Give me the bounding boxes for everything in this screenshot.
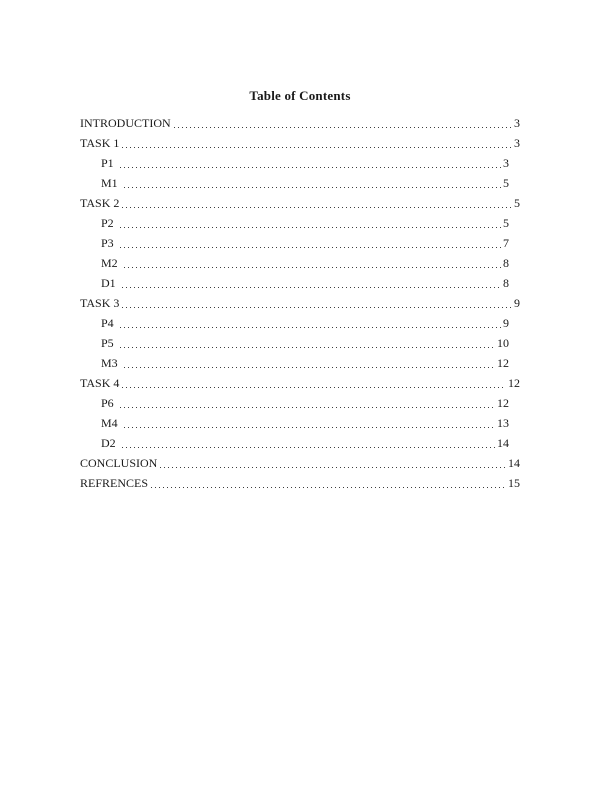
toc-entry-page: 14: [497, 436, 509, 450]
toc-entry-page: 5: [503, 216, 509, 230]
toc-entry-label: INTRODUCTION: [80, 116, 171, 130]
toc-entry-row[interactable]: [80, 113, 520, 133]
toc-entry-page: 5: [514, 196, 520, 210]
toc-entry-page: 5: [503, 176, 509, 190]
toc-entry-page: 8: [503, 276, 509, 290]
toc-leader-dots: [124, 367, 495, 368]
toc-leader-dots: [120, 247, 501, 248]
toc-leader-dots: [122, 447, 495, 448]
toc-entry-page: 3: [503, 156, 509, 170]
toc-entry-row[interactable]: [80, 453, 520, 473]
toc-leader-dots: [122, 307, 512, 308]
toc-entry-row[interactable]: [80, 293, 520, 313]
toc-entry-label: P2: [101, 216, 114, 230]
toc-entry-page: 9: [503, 316, 509, 330]
toc-entry-label: TASK 3: [80, 296, 120, 310]
toc-leader-dots: [124, 427, 495, 428]
toc-entry-page: 14: [508, 456, 520, 470]
toc-entry-page: 10: [497, 336, 509, 350]
toc-entry-label: M2: [101, 256, 118, 270]
toc-entry-label: D1: [101, 276, 116, 290]
toc-entry-row[interactable]: [101, 253, 509, 273]
toc-entry-row[interactable]: [80, 133, 520, 153]
toc-entry-label: P6: [101, 396, 114, 410]
toc-leader-dots: [120, 327, 501, 328]
toc-leader-dots: [124, 267, 501, 268]
toc-entry-label: TASK 1: [80, 136, 120, 150]
toc-entry-label: P1: [101, 156, 114, 170]
toc-entry-row[interactable]: [101, 333, 509, 353]
toc-entry-row[interactable]: [101, 433, 509, 453]
toc-entry-label: TASK 4: [80, 376, 120, 390]
toc-content: [80, 88, 520, 493]
toc-entry-row[interactable]: [101, 313, 509, 333]
toc-entry-row[interactable]: [101, 233, 509, 253]
toc-entry-row[interactable]: [101, 273, 509, 293]
toc-list: [80, 113, 520, 493]
toc-entry-label: P4: [101, 316, 114, 330]
toc-leader-dots: [122, 387, 506, 388]
toc-leader-dots: [122, 147, 512, 148]
toc-entry-row[interactable]: [101, 393, 509, 413]
toc-entry-page: 15: [508, 476, 520, 490]
toc-entry-page: 7: [503, 236, 509, 250]
toc-entry-row[interactable]: [101, 213, 509, 233]
toc-entry-label: P3: [101, 236, 114, 250]
toc-leader-dots: [174, 127, 512, 128]
toc-leader-dots: [120, 407, 495, 408]
toc-entry-label: TASK 2: [80, 196, 120, 210]
toc-entry-label: REFRENCES: [80, 476, 149, 490]
toc-entry-page: 3: [514, 116, 520, 130]
toc-entry-row[interactable]: [80, 473, 520, 493]
toc-entry-label: P5: [101, 336, 114, 350]
toc-entry-row[interactable]: [101, 173, 509, 193]
toc-entry-page: 12: [508, 376, 520, 390]
toc-entry-page: 3: [514, 136, 520, 150]
toc-entry-label: M1: [101, 176, 118, 190]
toc-entry-row[interactable]: [101, 153, 509, 173]
toc-leader-dots: [151, 487, 506, 488]
toc-entry-label: M4: [101, 416, 118, 430]
toc-leader-dots: [122, 207, 512, 208]
toc-entry-page: 12: [497, 356, 509, 370]
toc-entry-label: D2: [101, 436, 116, 450]
toc-leader-dots: [124, 187, 501, 188]
toc-entry-label: M3: [101, 356, 118, 370]
toc-entry-page: 13: [497, 416, 509, 430]
toc-entry-row[interactable]: [101, 413, 509, 433]
toc-leader-dots: [120, 347, 495, 348]
toc-leader-dots: [120, 167, 501, 168]
toc-leader-dots: [120, 227, 501, 228]
toc-entry-row[interactable]: [101, 353, 509, 373]
toc-leader-dots: [122, 287, 501, 288]
toc-entry-page: 12: [497, 396, 509, 410]
toc-entry-row[interactable]: [80, 373, 520, 393]
toc-entry-row[interactable]: [80, 193, 520, 213]
toc-entry-page: 9: [514, 296, 520, 310]
toc-title: Table of Contents: [249, 88, 351, 103]
toc-entry-label: CONCLUSION: [80, 456, 158, 470]
toc-leader-dots: [160, 467, 506, 468]
toc-entry-page: 8: [503, 256, 509, 270]
